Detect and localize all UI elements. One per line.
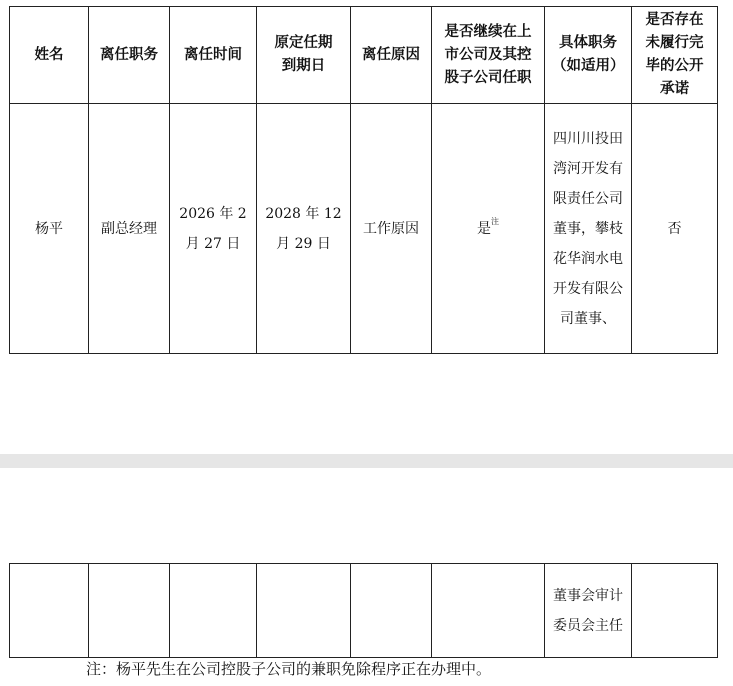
cell-leave-date: 2026 年 2 月 27 日: [170, 104, 257, 354]
header-term-end: 原定任期到期日: [257, 7, 351, 104]
cell-empty: [89, 564, 170, 658]
header-continue: 是否继续在上市公司及其控股子公司任职: [432, 7, 545, 104]
cell-empty: [351, 564, 432, 658]
header-leave-date: 离任时间: [170, 7, 257, 104]
continue-value: 是: [477, 220, 491, 237]
footnote: 注：杨平先生在公司控股子公司的兼职免除程序正在办理中。: [86, 660, 492, 678]
page-break: [0, 454, 733, 468]
cell-continue: [432, 104, 545, 354]
cell-name: 杨平: [10, 104, 89, 354]
header-name: 姓名: [10, 7, 89, 104]
cell-empty: [432, 564, 545, 658]
resignation-table: [9, 6, 718, 354]
table-row: [10, 104, 718, 354]
cell-empty: [632, 564, 718, 658]
header-reason: 离任原因: [351, 7, 432, 104]
resignation-table-continued: [9, 563, 718, 658]
cell-position: 副总经理: [89, 104, 170, 354]
header-position: 离任职务: [89, 7, 170, 104]
cell-specific-role: 四川川投田湾河开发有限责任公司董事，攀枝花华润水电开发有限公司董事、: [545, 104, 632, 354]
cell-pending-commitment: 否: [632, 104, 718, 354]
cell-term-end: 2028 年 12 月 29 日: [257, 104, 351, 354]
header-pending-commitment: 是否存在未履行完毕的公开承诺: [632, 7, 718, 104]
cell-empty: [257, 564, 351, 658]
continue-note-marker: 注: [491, 216, 499, 226]
cell-specific-role-continued: 董事会审计委员会主任: [545, 564, 632, 658]
cell-empty: [170, 564, 257, 658]
cell-empty: [10, 564, 89, 658]
table-header-row: [10, 7, 718, 104]
cell-reason: 工作原因: [351, 104, 432, 354]
table-row-continued: [10, 564, 718, 658]
header-specific-role: 具体职务（如适用）: [545, 7, 632, 104]
